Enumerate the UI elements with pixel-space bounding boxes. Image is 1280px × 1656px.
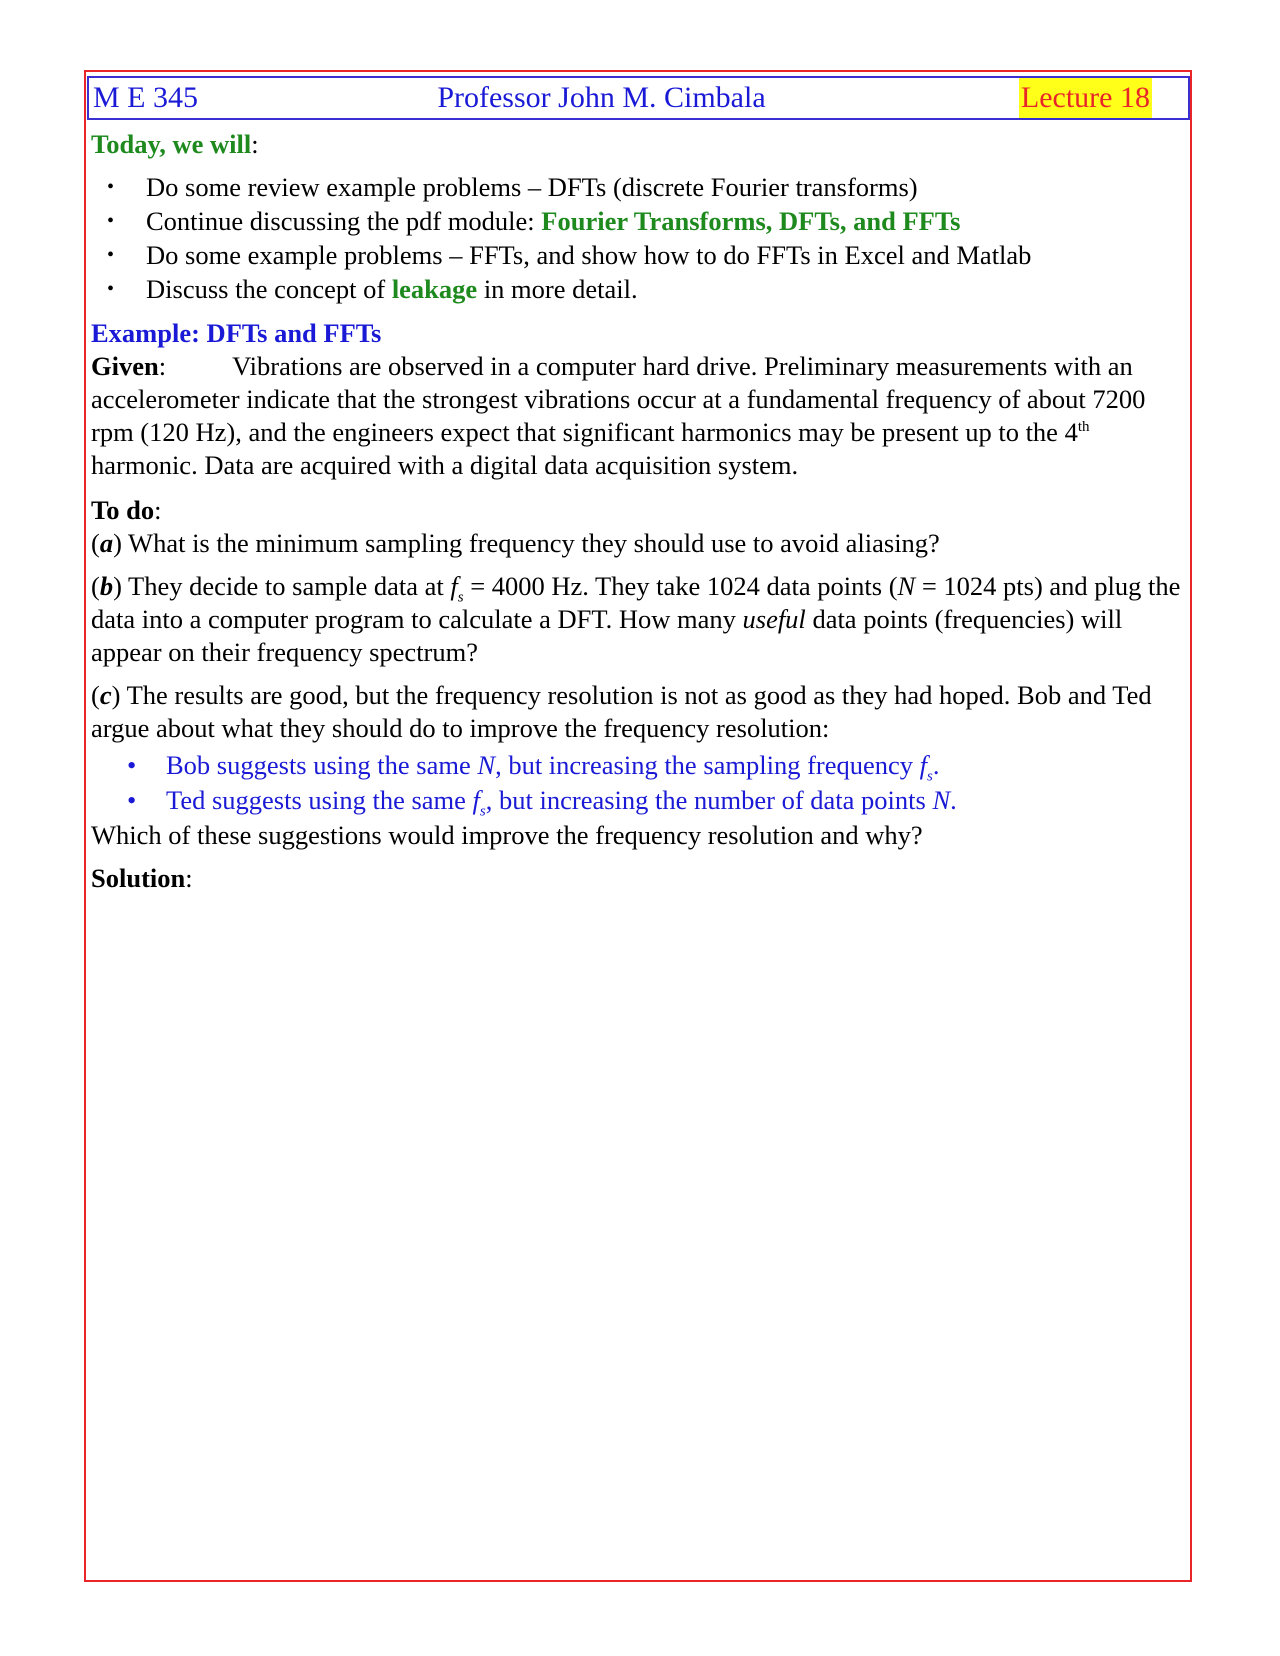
lecture-header [87, 76, 1190, 120]
n-symbol: N [932, 785, 951, 815]
part-b-label: b [99, 571, 114, 601]
agenda-text: Do some review example problems – DFTs (discrete Fourier transforms) [146, 172, 918, 202]
bullet-icon: • [107, 244, 115, 266]
agenda-item [91, 171, 1181, 205]
example-title: Example: DFTs and FFTs [91, 318, 382, 348]
agenda-text-after: in more detail. [477, 274, 638, 304]
today-label: Today, we will [91, 129, 252, 159]
solution-label: Solution [91, 863, 186, 893]
todo-label: To do [91, 495, 155, 525]
today-heading [91, 128, 1181, 161]
useful-word: useful [742, 604, 806, 634]
bullet-icon: • [107, 278, 115, 300]
fs-subscript: s [927, 768, 933, 785]
suggestion-text-2: , but increasing the number of data points [485, 785, 933, 815]
agenda-text: Discuss the concept of [146, 274, 392, 304]
fs-symbol: f [450, 571, 458, 601]
bullet-icon: • [127, 785, 137, 815]
part-b: (b) They decide to sample data at $f_s = 4000$ Hz. They take 1024 data points (N = 1024 pts) and plug the data into a computer program to calculate a DFT. How many useful data points (frequencies) will appear on their frequency spectrum? [91, 571, 1181, 667]
suggestion-list [91, 749, 1181, 819]
agenda-text: Continue discussing the pdf module: [146, 206, 542, 236]
leakage-term: leakage [391, 274, 478, 304]
given-label: Given [91, 351, 159, 381]
agenda-item [91, 273, 1181, 307]
bullet-icon: • [127, 750, 137, 780]
part-c-text: The results are good, but the frequency resolution is not as good as they had hoped. Bob and Ted argue about what they should do to improve the frequency resolution: [91, 680, 1152, 743]
course-number: M E 345 [93, 81, 198, 114]
fs-subscript: s [457, 589, 464, 606]
part-b-text: They decide to sample data at [121, 571, 451, 601]
part-b-text-4: data points (frequencies) will appear on their frequency spectrum? [91, 604, 1123, 667]
suggestion-period: . [950, 785, 957, 815]
n-symbol: N [477, 750, 496, 780]
part-c-label: c [99, 680, 112, 710]
lecture-number: Lecture 18 [1019, 78, 1152, 118]
agenda-item [91, 239, 1181, 273]
suggestion-ted [91, 784, 1181, 819]
suggestion-bob [91, 749, 1181, 784]
superscript-th: th [1077, 419, 1090, 436]
fs-symbol: f [472, 785, 480, 815]
professor-name: Professor John M. Cimbala [437, 81, 766, 114]
suggestion-period: . [932, 750, 940, 780]
bullet-icon: • [107, 176, 115, 198]
given-text-end: harmonic. Data are acquired with a digital data acquisition system. [91, 450, 799, 480]
part-a: (a) What is the minimum sampling frequency they should use to avoid aliasing? [91, 528, 940, 558]
n-symbol: N [897, 571, 916, 601]
part-a-text: What is the minimum sampling frequency they should use to avoid aliasing? [121, 528, 940, 558]
todo-heading: To do: [91, 495, 162, 525]
agenda-list [91, 171, 1181, 307]
fs-subscript: s [479, 803, 486, 820]
module-title: Fourier Transforms, DFTs, and FFTs [541, 206, 961, 236]
suggestion-text-2: , but increasing the sampling frequency [495, 750, 920, 780]
agenda-text: Do some example problems – FFTs, and show how to do FFTs in Excel and Matlab [146, 240, 1032, 270]
given-paragraph: Given: Vibrations are observed in a computer hard drive. Preliminary measurements with an accelerometer indicate that the strongest vibrations occur at a fundamental frequency of about 7200 rpm (120 Hz), and the engineers expect that significant harmonics may be present up to the 4th harmonic. Data are acquired with a digital data acquisition system. [91, 351, 1146, 480]
part-b-text-3: = 1024 pts) and plug the data into a computer program to calculate a DFT. How many [91, 571, 1181, 634]
part-b-text-2: = 4000 Hz. They take 1024 data points ( [463, 571, 898, 601]
part-a-label: a [99, 528, 114, 558]
solution-heading: Solution: [91, 863, 193, 893]
today-colon: : [251, 129, 259, 159]
lecture-content [91, 128, 1181, 895]
agenda-item [91, 205, 1181, 239]
suggestion-text: Bob suggests using the same [166, 750, 478, 780]
suggestion-text: Ted suggests using the same [166, 785, 473, 815]
given-text: Vibrations are observed in a computer hard drive. Preliminary measurements with an accelerometer indicate that the strongest vibrations occur at a fundamental frequency of about 7200 rpm (120 Hz), and the engineers expect that significant harmonics may be present up to the 4 [91, 351, 1146, 447]
question-text: Which of these suggestions would improve the frequency resolution and why? [91, 820, 923, 850]
fs-symbol: f [919, 750, 928, 780]
bullet-icon: • [107, 210, 115, 232]
part-c: (c) The results are good, but the frequency resolution is not as good as they had hoped. Bob and Ted argue about what they should do to improve the frequency resolution: [91, 680, 1152, 743]
